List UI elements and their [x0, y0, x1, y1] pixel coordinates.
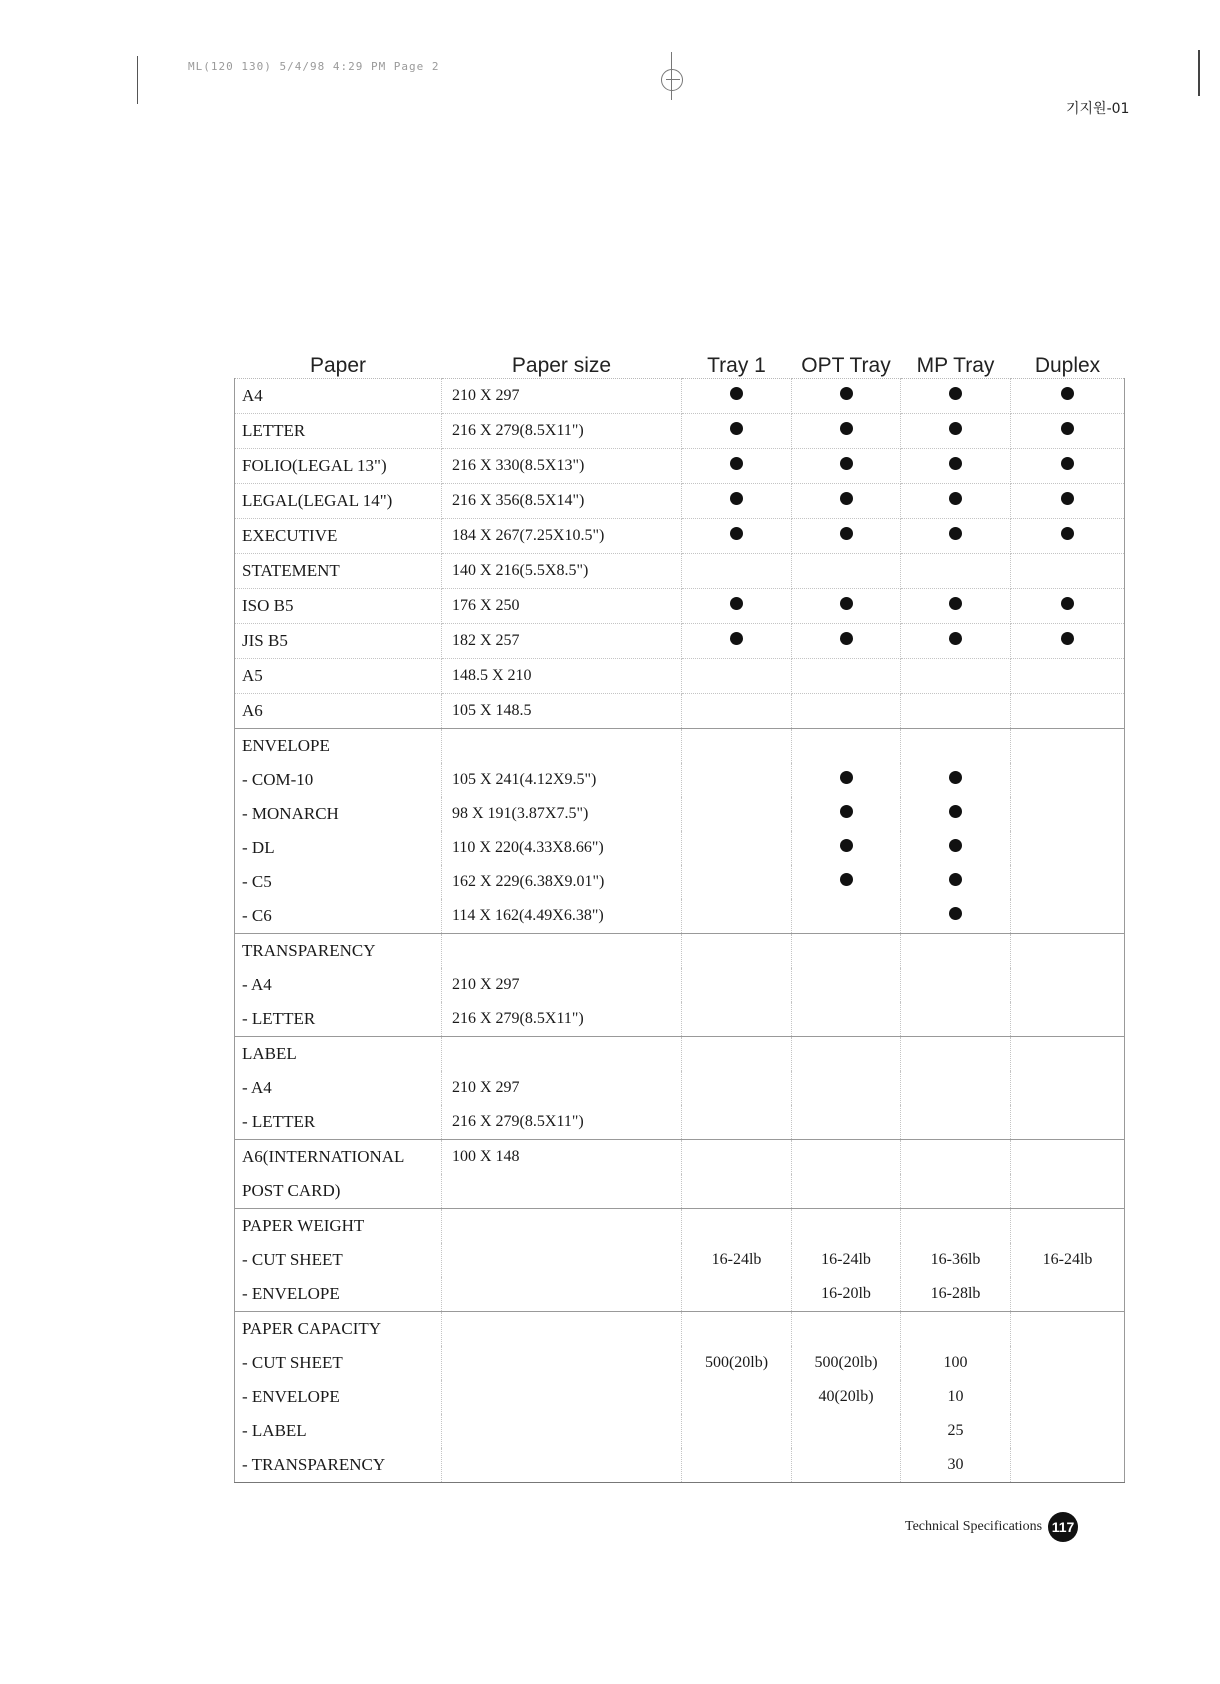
paper-size-cell: 210 X 297: [442, 968, 682, 1002]
paper-capacity-header-row: [235, 1312, 1125, 1347]
support-cell-opt-tray: [792, 1037, 901, 1072]
supported-dot-icon: [840, 492, 853, 505]
support-cell-tray1: [682, 624, 792, 659]
support-cell-tray1: [682, 831, 792, 865]
support-cell-mp-tray: [901, 1174, 1011, 1209]
paper-size-cell: [442, 1174, 682, 1209]
right-margin-line: [1198, 50, 1200, 96]
support-cell-opt-tray: [792, 1140, 901, 1175]
supported-dot-icon: [1061, 422, 1074, 435]
support-cell-tray1: [682, 968, 792, 1002]
support-cell-duplex: [1011, 414, 1125, 449]
supported-dot-icon: [1061, 457, 1074, 470]
support-cell-mp-tray: [901, 899, 1011, 934]
support-cell-mp-tray: [901, 797, 1011, 831]
support-cell-opt-tray: [792, 1071, 901, 1105]
support-cell-tray1: [682, 659, 792, 694]
support-cell-opt-tray: [792, 484, 901, 519]
support-cell-opt-tray: [792, 831, 901, 865]
supported-dot-icon: [949, 597, 962, 610]
table-header-row: [235, 338, 1125, 379]
support-cell-opt-tray: [792, 1105, 901, 1140]
paper-capacity-value-tray1: [682, 1414, 792, 1448]
column-header-paper: Paper: [235, 338, 442, 379]
empty-cell: [1011, 1312, 1125, 1347]
support-cell-opt-tray: [792, 934, 901, 969]
paper-weight-value-duplex: [1011, 1277, 1125, 1312]
paper-size-cell: [442, 1037, 682, 1072]
paper-capacity-value-tray1: [682, 1448, 792, 1483]
empty-cell: [442, 1414, 682, 1448]
table-row: [235, 449, 1125, 484]
paper-weight-row: [235, 1243, 1125, 1277]
empty-cell: [442, 1312, 682, 1347]
support-cell-duplex: [1011, 934, 1125, 969]
paper-name-cell: - A4: [235, 1071, 442, 1105]
table-row: [235, 968, 1125, 1002]
supported-dot-icon: [1061, 597, 1074, 610]
table-row: [235, 414, 1125, 449]
paper-name-cell: EXECUTIVE: [235, 519, 442, 554]
paper-weight-value-opt-tray: 16-24lb: [792, 1243, 901, 1277]
empty-cell: [442, 1277, 682, 1312]
left-margin-line: [137, 56, 138, 104]
support-cell-mp-tray: [901, 484, 1011, 519]
table-row: [235, 484, 1125, 519]
paper-capacity-row: [235, 1448, 1125, 1483]
paper-name-cell: A6(INTERNATIONAL: [235, 1140, 442, 1175]
table-row: [235, 763, 1125, 797]
paper-name-cell: - MONARCH: [235, 797, 442, 831]
paper-name-cell: LEGAL(LEGAL 14"): [235, 484, 442, 519]
paper-name-cell: POST CARD): [235, 1174, 442, 1209]
support-cell-opt-tray: [792, 1174, 901, 1209]
paper-capacity-value-mp-tray: 30: [901, 1448, 1011, 1483]
table-row: [235, 519, 1125, 554]
paper-name-cell: LABEL: [235, 1037, 442, 1072]
support-cell-duplex: [1011, 484, 1125, 519]
support-cell-tray1: [682, 694, 792, 729]
support-cell-duplex: [1011, 694, 1125, 729]
page-footer: [905, 1512, 1078, 1542]
paper-name-cell: - COM-10: [235, 763, 442, 797]
paper-capacity-value-opt-tray: 500(20lb): [792, 1346, 901, 1380]
paper-name-cell: - LETTER: [235, 1105, 442, 1140]
paper-name-cell: TRANSPARENCY: [235, 934, 442, 969]
supported-dot-icon: [840, 839, 853, 852]
table-row: [235, 1002, 1125, 1037]
support-cell-tray1: [682, 484, 792, 519]
supported-dot-icon: [949, 457, 962, 470]
table-row: [235, 831, 1125, 865]
support-cell-opt-tray: [792, 624, 901, 659]
support-cell-duplex: [1011, 865, 1125, 899]
table-row: [235, 729, 1125, 764]
support-cell-mp-tray: [901, 865, 1011, 899]
support-cell-tray1: [682, 1002, 792, 1037]
paper-weight-row-label: - ENVELOPE: [235, 1277, 442, 1312]
table-row: [235, 554, 1125, 589]
support-cell-opt-tray: [792, 519, 901, 554]
table-row: [235, 1174, 1125, 1209]
paper-size-cell: 100 X 148: [442, 1140, 682, 1175]
support-cell-duplex: [1011, 624, 1125, 659]
support-cell-opt-tray: [792, 865, 901, 899]
paper-size-cell: 216 X 279(8.5X11"): [442, 1105, 682, 1140]
table-row: [235, 589, 1125, 624]
support-cell-tray1: [682, 589, 792, 624]
paper-size-cell: 182 X 257: [442, 624, 682, 659]
paper-size-cell: 216 X 330(8.5X13"): [442, 449, 682, 484]
empty-cell: [442, 1209, 682, 1244]
table-row: [235, 797, 1125, 831]
support-cell-duplex: [1011, 831, 1125, 865]
support-cell-opt-tray: [792, 729, 901, 764]
supported-dot-icon: [949, 839, 962, 852]
paper-name-cell: A6: [235, 694, 442, 729]
support-cell-duplex: [1011, 763, 1125, 797]
empty-cell: [901, 1312, 1011, 1347]
support-cell-mp-tray: [901, 519, 1011, 554]
paper-name-cell: - C5: [235, 865, 442, 899]
paper-capacity-value-mp-tray: 10: [901, 1380, 1011, 1414]
empty-cell: [442, 1448, 682, 1483]
paper-size-cell: 140 X 216(5.5X8.5"): [442, 554, 682, 589]
paper-capacity-value-mp-tray: 25: [901, 1414, 1011, 1448]
paper-weight-value-opt-tray: 16-20lb: [792, 1277, 901, 1312]
empty-cell: [792, 1312, 901, 1347]
supported-dot-icon: [840, 771, 853, 784]
support-cell-mp-tray: [901, 968, 1011, 1002]
paper-size-cell: 184 X 267(7.25X10.5"): [442, 519, 682, 554]
paper-name-cell: - DL: [235, 831, 442, 865]
column-header-opt-tray: OPT Tray: [792, 338, 901, 379]
support-cell-tray1: [682, 899, 792, 934]
paper-name-cell: - A4: [235, 968, 442, 1002]
empty-cell: [792, 1209, 901, 1244]
support-cell-opt-tray: [792, 379, 901, 414]
page-number: 117: [1048, 1512, 1078, 1542]
paper-name-cell: A5: [235, 659, 442, 694]
support-cell-opt-tray: [792, 694, 901, 729]
support-cell-mp-tray: [901, 1105, 1011, 1140]
paper-capacity-value-opt-tray: 40(20lb): [792, 1380, 901, 1414]
empty-cell: [442, 1380, 682, 1414]
support-cell-duplex: [1011, 968, 1125, 1002]
paper-capacity-row-label: - ENVELOPE: [235, 1380, 442, 1414]
support-cell-opt-tray: [792, 797, 901, 831]
paper-name-cell: ENVELOPE: [235, 729, 442, 764]
paper-capacity-row-label: - TRANSPARENCY: [235, 1448, 442, 1483]
support-cell-tray1: [682, 449, 792, 484]
table-row: [235, 865, 1125, 899]
support-cell-opt-tray: [792, 449, 901, 484]
support-cell-duplex: [1011, 1071, 1125, 1105]
supported-dot-icon: [840, 632, 853, 645]
column-header-paper-size: Paper size: [442, 338, 682, 379]
supported-dot-icon: [949, 527, 962, 540]
paper-capacity-value-duplex: [1011, 1448, 1125, 1483]
footer-section-title: Technical Specifications: [905, 1519, 1043, 1534]
empty-cell: [1011, 1209, 1125, 1244]
support-cell-mp-tray: [901, 659, 1011, 694]
paper-size-cell: 114 X 162(4.49X6.38"): [442, 899, 682, 934]
support-cell-duplex: [1011, 1105, 1125, 1140]
support-cell-opt-tray: [792, 899, 901, 934]
supported-dot-icon: [840, 387, 853, 400]
support-cell-mp-tray: [901, 694, 1011, 729]
support-cell-mp-tray: [901, 934, 1011, 969]
supported-dot-icon: [840, 597, 853, 610]
support-cell-duplex: [1011, 1174, 1125, 1209]
table-row: [235, 1140, 1125, 1175]
registration-mark-icon: [656, 52, 688, 100]
support-cell-duplex: [1011, 1037, 1125, 1072]
support-cell-tray1: [682, 379, 792, 414]
paper-size-cell: 98 X 191(3.87X7.5"): [442, 797, 682, 831]
support-cell-mp-tray: [901, 763, 1011, 797]
support-cell-tray1: [682, 554, 792, 589]
paper-weight-row-label: - CUT SHEET: [235, 1243, 442, 1277]
paper-capacity-value-duplex: [1011, 1414, 1125, 1448]
column-header-duplex: Duplex: [1011, 338, 1125, 379]
paper-name-cell: FOLIO(LEGAL 13"): [235, 449, 442, 484]
support-cell-mp-tray: [901, 554, 1011, 589]
paper-weight-value-duplex: 16-24lb: [1011, 1243, 1125, 1277]
table-row: [235, 694, 1125, 729]
paper-capacity-value-tray1: [682, 1380, 792, 1414]
paper-capacity-value-duplex: [1011, 1380, 1125, 1414]
paper-capacity-row: [235, 1346, 1125, 1380]
supported-dot-icon: [840, 873, 853, 886]
support-cell-mp-tray: [901, 1071, 1011, 1105]
paper-capacity-row-label: - LABEL: [235, 1414, 442, 1448]
supported-dot-icon: [949, 422, 962, 435]
paper-size-cell: [442, 729, 682, 764]
paper-size-cell: 105 X 241(4.12X9.5"): [442, 763, 682, 797]
supported-dot-icon: [949, 771, 962, 784]
support-cell-duplex: [1011, 379, 1125, 414]
paper-name-cell: - C6: [235, 899, 442, 934]
paper-capacity-value-duplex: [1011, 1346, 1125, 1380]
supported-dot-icon: [730, 492, 743, 505]
support-cell-mp-tray: [901, 379, 1011, 414]
support-cell-opt-tray: [792, 554, 901, 589]
support-cell-mp-tray: [901, 589, 1011, 624]
paper-capacity-label: PAPER CAPACITY: [235, 1312, 442, 1347]
paper-weight-value-mp-tray: 16-36lb: [901, 1243, 1011, 1277]
support-cell-mp-tray: [901, 624, 1011, 659]
empty-cell: [901, 1209, 1011, 1244]
support-cell-mp-tray: [901, 449, 1011, 484]
paper-size-cell: 216 X 279(8.5X11"): [442, 1002, 682, 1037]
support-cell-tray1: [682, 1071, 792, 1105]
paper-weight-value-mp-tray: 16-28lb: [901, 1277, 1011, 1312]
support-cell-mp-tray: [901, 1037, 1011, 1072]
paper-capacity-value-mp-tray: 100: [901, 1346, 1011, 1380]
paper-weight-value-tray1: 16-24lb: [682, 1243, 792, 1277]
empty-cell: [442, 1243, 682, 1277]
support-cell-tray1: [682, 1037, 792, 1072]
support-cell-opt-tray: [792, 1002, 901, 1037]
supported-dot-icon: [840, 805, 853, 818]
support-cell-duplex: [1011, 589, 1125, 624]
paper-capacity-value-opt-tray: [792, 1414, 901, 1448]
supported-dot-icon: [840, 527, 853, 540]
paper-capacity-row: [235, 1380, 1125, 1414]
support-cell-duplex: [1011, 449, 1125, 484]
support-cell-tray1: [682, 1105, 792, 1140]
paper-size-cell: 105 X 148.5: [442, 694, 682, 729]
supported-dot-icon: [949, 387, 962, 400]
support-cell-tray1: [682, 797, 792, 831]
support-cell-duplex: [1011, 1140, 1125, 1175]
supported-dot-icon: [1061, 527, 1074, 540]
paper-weight-label: PAPER WEIGHT: [235, 1209, 442, 1244]
support-cell-tray1: [682, 414, 792, 449]
paper-name-cell: ISO B5: [235, 589, 442, 624]
support-cell-mp-tray: [901, 831, 1011, 865]
support-cell-opt-tray: [792, 763, 901, 797]
table-row: [235, 1105, 1125, 1140]
table-row: [235, 659, 1125, 694]
table-row: [235, 624, 1125, 659]
support-cell-opt-tray: [792, 968, 901, 1002]
support-cell-duplex: [1011, 729, 1125, 764]
supported-dot-icon: [949, 805, 962, 818]
paper-capacity-value-tray1: 500(20lb): [682, 1346, 792, 1380]
supported-dot-icon: [730, 422, 743, 435]
paper-size-cell: 148.5 X 210: [442, 659, 682, 694]
print-header: ML(120 130) 5/4/98 4:29 PM Page 2: [188, 60, 440, 73]
supported-dot-icon: [1061, 632, 1074, 645]
paper-size-cell: [442, 934, 682, 969]
empty-cell: [442, 1346, 682, 1380]
support-cell-duplex: [1011, 659, 1125, 694]
paper-name-cell: STATEMENT: [235, 554, 442, 589]
empty-cell: [682, 1209, 792, 1244]
paper-size-cell: 210 X 297: [442, 379, 682, 414]
paper-size-cell: 210 X 297: [442, 1071, 682, 1105]
paper-name-cell: LETTER: [235, 414, 442, 449]
support-cell-tray1: [682, 763, 792, 797]
support-cell-duplex: [1011, 797, 1125, 831]
table-row: [235, 1037, 1125, 1072]
paper-size-cell: 162 X 229(6.38X9.01"): [442, 865, 682, 899]
support-cell-tray1: [682, 519, 792, 554]
paper-weight-row: [235, 1277, 1125, 1312]
paper-size-cell: 216 X 279(8.5X11"): [442, 414, 682, 449]
table-row: [235, 1071, 1125, 1105]
paper-capacity-value-opt-tray: [792, 1448, 901, 1483]
paper-weight-value-tray1: [682, 1277, 792, 1312]
paper-name-cell: JIS B5: [235, 624, 442, 659]
support-cell-mp-tray: [901, 1140, 1011, 1175]
supported-dot-icon: [840, 457, 853, 470]
supported-dot-icon: [1061, 492, 1074, 505]
table-row: [235, 379, 1125, 414]
supported-dot-icon: [730, 632, 743, 645]
supported-dot-icon: [949, 632, 962, 645]
paper-size-cell: 216 X 356(8.5X14"): [442, 484, 682, 519]
supported-dot-icon: [840, 422, 853, 435]
paper-spec-table: [234, 338, 1125, 1483]
table-row: [235, 934, 1125, 969]
support-cell-tray1: [682, 865, 792, 899]
empty-cell: [682, 1312, 792, 1347]
support-cell-tray1: [682, 729, 792, 764]
supported-dot-icon: [949, 492, 962, 505]
support-cell-opt-tray: [792, 414, 901, 449]
paper-weight-header-row: [235, 1209, 1125, 1244]
supported-dot-icon: [949, 907, 962, 920]
support-cell-duplex: [1011, 899, 1125, 934]
supported-dot-icon: [1061, 387, 1074, 400]
support-cell-duplex: [1011, 554, 1125, 589]
support-cell-opt-tray: [792, 659, 901, 694]
supported-dot-icon: [730, 387, 743, 400]
paper-size-cell: 110 X 220(4.33X8.66"): [442, 831, 682, 865]
support-cell-duplex: [1011, 519, 1125, 554]
column-header-mp-tray: MP Tray: [901, 338, 1011, 379]
paper-capacity-row-label: - CUT SHEET: [235, 1346, 442, 1380]
column-header-tray1: Tray 1: [682, 338, 792, 379]
support-cell-mp-tray: [901, 414, 1011, 449]
table-row: [235, 899, 1125, 934]
support-cell-tray1: [682, 934, 792, 969]
paper-name-cell: A4: [235, 379, 442, 414]
support-cell-mp-tray: [901, 729, 1011, 764]
paper-name-cell: - LETTER: [235, 1002, 442, 1037]
paper-capacity-row: [235, 1414, 1125, 1448]
paper-size-cell: 176 X 250: [442, 589, 682, 624]
support-cell-opt-tray: [792, 589, 901, 624]
document-code: 기지원-01: [1066, 101, 1130, 117]
supported-dot-icon: [730, 527, 743, 540]
supported-dot-icon: [730, 597, 743, 610]
support-cell-tray1: [682, 1140, 792, 1175]
supported-dot-icon: [730, 457, 743, 470]
support-cell-tray1: [682, 1174, 792, 1209]
supported-dot-icon: [949, 873, 962, 886]
support-cell-mp-tray: [901, 1002, 1011, 1037]
support-cell-duplex: [1011, 1002, 1125, 1037]
